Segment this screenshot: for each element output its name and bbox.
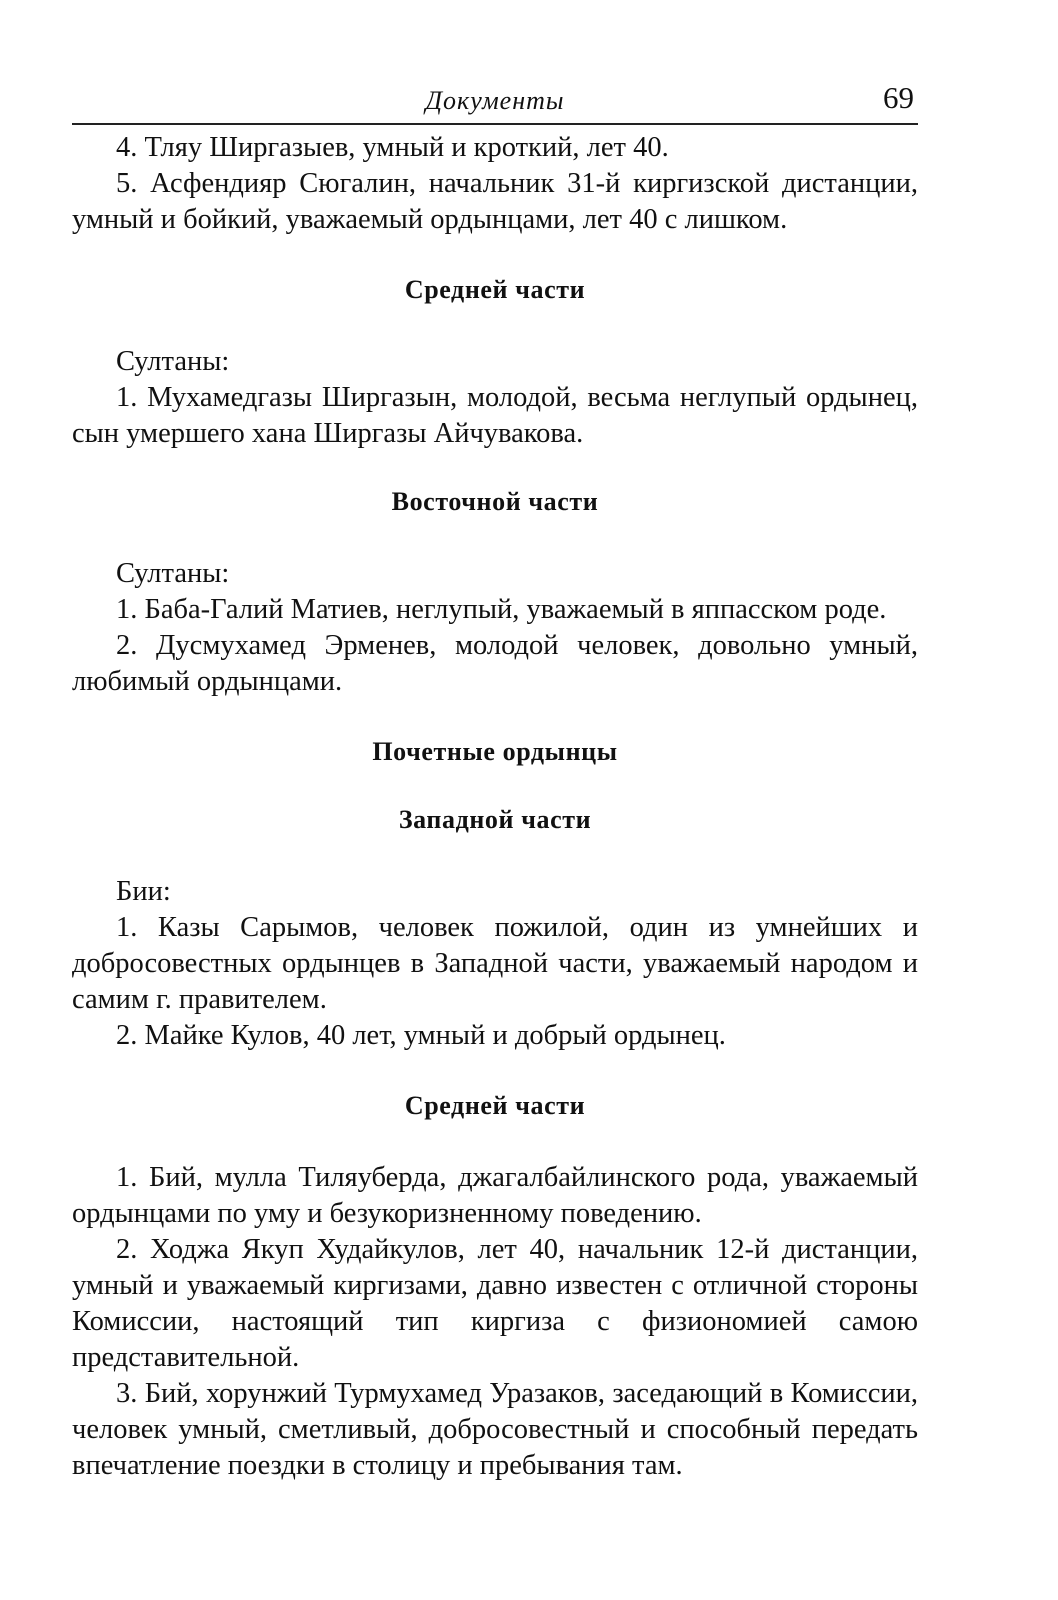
paragraph: 5. Асфендияр Сюгалин, начальник 31-й киргизской дистанции, умный и бойкий, уважаемый ордынцами, лет 40 с лишком. xyxy=(72,168,918,235)
paragraph: 1. Мухамедгазы Ширгазын, молодой, весьма неглупый ордынец, сын умершего хана Ширгазы Айчувакова. xyxy=(72,382,918,449)
header-rule xyxy=(72,123,918,125)
paragraph: 2. Ходжа Якуп Худайкулов, лет 40, начальник 12-й дистанции, умный и уважаемый киргизами, давно известен с отличной стороны Комиссии, настоящий тип киргиза с физиономией самою представительной. xyxy=(72,1234,918,1373)
page-number: 69 xyxy=(883,80,914,115)
body-text xyxy=(72,130,918,1484)
section-heading: Восточной части xyxy=(391,487,599,516)
section-heading: Почетные ордынцы xyxy=(372,737,618,766)
paragraph: 3. Бий, хорунжий Турмухамед Уразаков, заседающий в Комиссии, человек умный, сметливый, добросовестный и способный передать впечатление поездки в столицу и пребывания там. xyxy=(72,1378,918,1481)
section-heading: Западной части xyxy=(398,805,592,834)
paragraph: 1. Бий, мулла Тиляуберда, джагалбайлинского рода, уважаемый ордынцами по уму и безукоризненному поведению. xyxy=(72,1162,918,1229)
paragraph: Султаны: xyxy=(116,558,230,589)
running-title: Документы xyxy=(425,86,565,115)
running-header xyxy=(72,80,918,124)
paragraph: 1. Казы Сарымов, человек пожилой, один из умнейших и добросовестных ордынцев в Западной части, уважаемый народом и самим г. правителем. xyxy=(72,912,918,1015)
section-heading: Средней части xyxy=(404,1091,586,1120)
paragraph: 1. Баба-Галий Матиев, неглупый, уважаемый в яппасском роде. xyxy=(116,594,887,625)
section-heading: Средней части xyxy=(404,275,586,304)
paragraph: 2. Майке Кулов, 40 лет, умный и добрый ордынец. xyxy=(116,1020,726,1051)
paragraph: 4. Тляу Ширгазыев, умный и кроткий, лет 40. xyxy=(116,132,669,163)
paragraph: Султаны: xyxy=(116,346,230,377)
paragraph: Бии: xyxy=(116,876,171,907)
paragraph: 2. Дусмухамед Эрменев, молодой человек, довольно умный, любимый ордынцами. xyxy=(72,630,918,697)
